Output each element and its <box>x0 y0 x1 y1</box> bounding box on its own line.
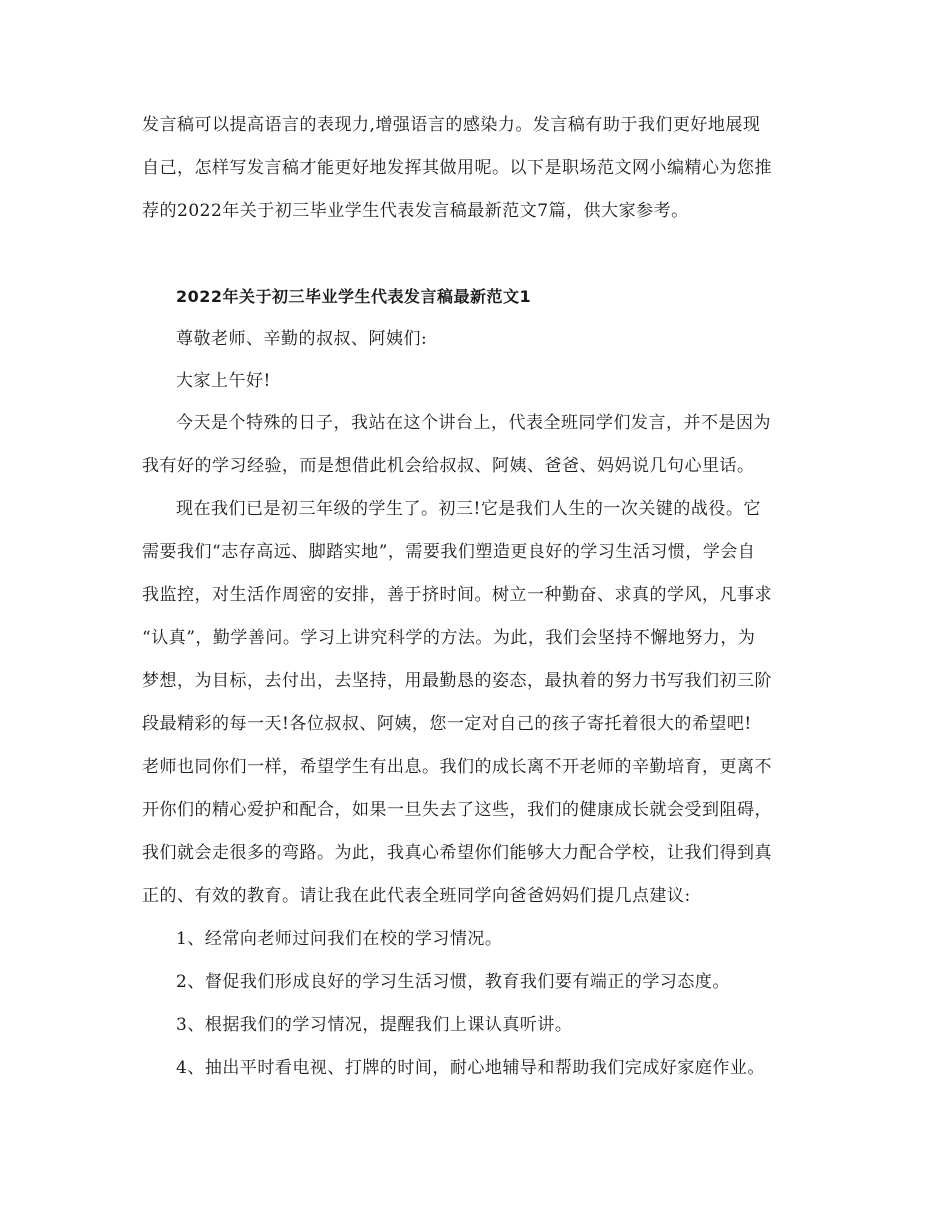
paragraph-line: 正的、有效的教育。请让我在此代表全班同学向爸爸妈妈们提几点建议: <box>142 886 691 906</box>
suggestion-item: 4、抽出平时看电视、打牌的时间，耐心地辅导和帮助我们完成好家庭作业。 <box>176 1058 765 1078</box>
intro-line: 自己，怎样写发言稿才能更好地发挥其做用呢。以下是职场范文网小编精心为您推 <box>142 158 772 178</box>
paragraph-line: 我有好的学习经验，而是想借此机会给叔叔、阿姨、爸爸、妈妈说几句心里话。 <box>142 456 755 476</box>
intro-line: 发言稿可以提高语言的表现力,增强语言的感染力。发言稿有助于我们更好地展现 <box>142 115 761 135</box>
greeting: 大家上午好! <box>176 371 271 391</box>
paragraph-line: 需要我们“志存高远、脚踏实地”，需要我们塑造更良好的学习生活习惯，学会自 <box>142 542 756 562</box>
paragraph-line: 今天是个特殊的日子，我站在这个讲台上，代表全班同学们发言，并不是因为 <box>176 413 771 433</box>
suggestion-item: 2、督促我们形成良好的学习生活习惯，教育我们要有端正的学习态度。 <box>176 972 730 992</box>
salutation: 尊敬老师、辛勤的叔叔、阿姨们: <box>176 329 428 349</box>
paragraph-line: 我监控，对生活作周密的安排，善于挤时间。树立一种勤奋、求真的学风，凡事求 <box>142 585 772 605</box>
paragraph-line: 段最精彩的每一天!各位叔叔、阿姨，您一定对自己的孩子寄托着很大的希望吧! <box>142 714 752 734</box>
paragraph-line: 开你们的精心爱护和配合，如果一旦失去了这些，我们的健康成长就会受到阻碍， <box>142 800 772 820</box>
paragraph-line: “认真”，勤学善问。学习上讲究科学的方法。为此，我们会坚持不懈地努力，为 <box>142 628 756 648</box>
suggestion-item: 3、根据我们的学习情况，提醒我们上课认真听讲。 <box>176 1015 573 1035</box>
paragraph-line: 我们就会走很多的弯路。为此，我真心希望你们能够大力配合学校，让我们得到真 <box>142 843 772 863</box>
section-title: 2022年关于初三毕业学生代表发言稿最新范文1 <box>176 287 532 306</box>
paragraph-line: 现在我们已是初三年级的学生了。初三!它是我们人生的一次关键的战役。它 <box>176 499 761 519</box>
paragraph-line: 梦想，为目标，去付出，去坚持，用最勤恳的姿态，最执着的努力书写我们初三阶 <box>142 671 772 691</box>
suggestion-item: 1、经常向老师过问我们在校的学习情况。 <box>176 929 503 949</box>
intro-line: 荐的2022年关于初三毕业学生代表发言稿最新范文7篇，供大家参考。 <box>142 201 689 221</box>
paragraph-line: 老师也同你们一样，希望学生有出息。我们的成长离不开老师的辛勤培育，更离不 <box>142 757 772 777</box>
